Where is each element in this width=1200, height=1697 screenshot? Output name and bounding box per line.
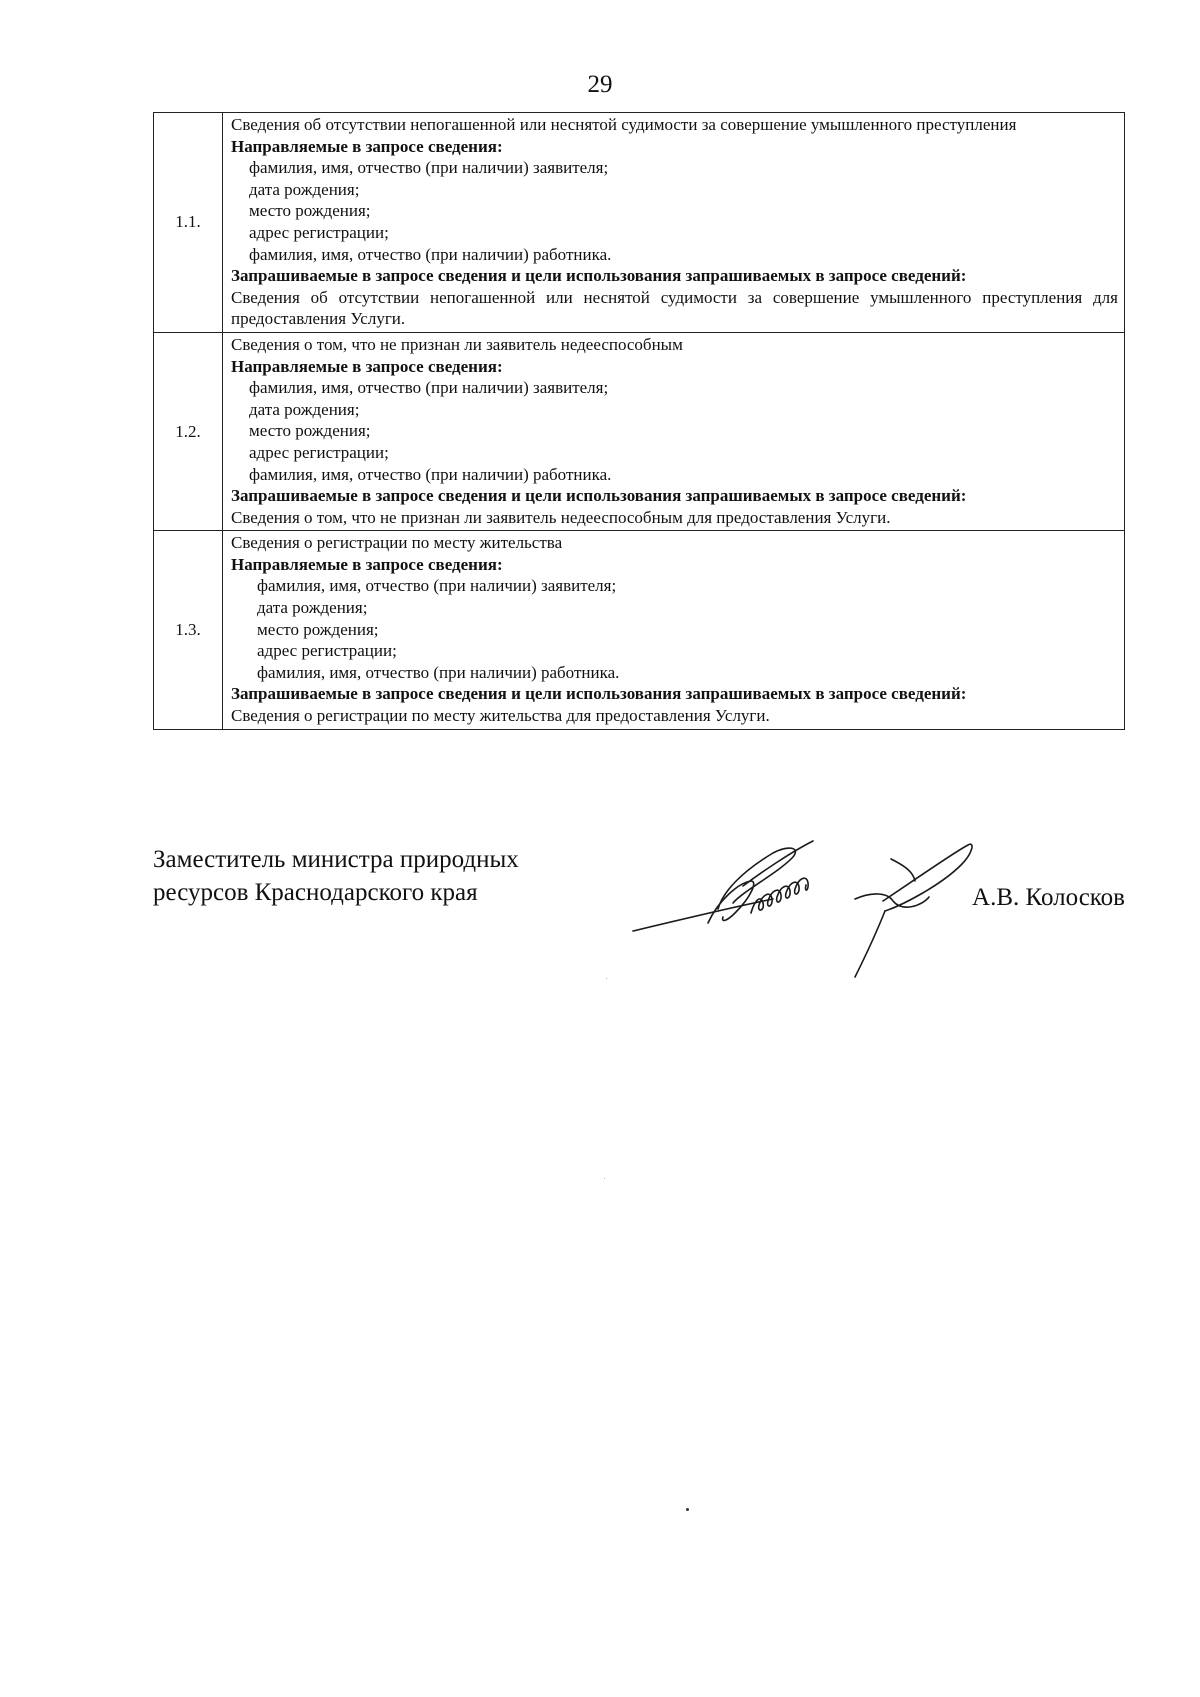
list-item: фамилия, имя, отчество (при наличии) заявителя; bbox=[249, 158, 609, 178]
list-item: дата рождения; bbox=[257, 598, 368, 618]
table-row bbox=[154, 531, 1125, 729]
signer-position-line2: ресурсов Краснодарского края bbox=[153, 879, 478, 906]
requests-table bbox=[153, 112, 1125, 730]
requested-heading: Запрашиваемые в запросе сведения и цели использования запрашиваемых в запросе сведений: bbox=[231, 684, 967, 704]
list-item: адрес регистрации; bbox=[257, 641, 397, 661]
list-item: фамилия, имя, отчество (при наличии) заявителя; bbox=[249, 378, 609, 398]
scan-speck bbox=[604, 1178, 605, 1179]
list-item: фамилия, имя, отчество (при наличии) заявителя; bbox=[257, 576, 617, 596]
signer-position bbox=[153, 843, 519, 909]
list-item: адрес регистрации; bbox=[249, 222, 389, 242]
page-number: 29 bbox=[587, 71, 613, 98]
scan-speck bbox=[606, 978, 607, 979]
table-row bbox=[154, 332, 1125, 530]
sent-heading: Направляемые в запросе сведения: bbox=[231, 554, 503, 574]
sent-heading: Направляемые в запросе сведения: bbox=[231, 136, 503, 156]
handwritten-signature bbox=[623, 831, 1003, 981]
list-item: фамилия, имя, отчество (при наличии) работника. bbox=[249, 244, 612, 264]
row-number: 1.3. bbox=[154, 531, 223, 729]
row-title: Сведения об отсутствии непогашенной или неснятой судимости за совершение умышленного преступления bbox=[231, 115, 1017, 134]
row-number: 1.1. bbox=[154, 113, 223, 333]
signer-name: А.В. Колосков bbox=[972, 884, 1125, 911]
requested-text: Сведения о том, что не признан ли заявитель недееспособным для предоставления Услуги. bbox=[231, 507, 891, 527]
list-item: фамилия, имя, отчество (при наличии) работника. bbox=[249, 464, 612, 484]
signer-position-line1: Заместитель министра природных bbox=[153, 846, 519, 873]
list-item: дата рождения; bbox=[249, 399, 360, 419]
row-title: Сведения о том, что не признан ли заявитель недееспособным bbox=[231, 334, 683, 354]
row-content bbox=[223, 113, 1125, 333]
list-item: место рождения; bbox=[257, 619, 379, 639]
requested-text: Сведения о регистрации по месту жительства для предоставления Услуги. bbox=[231, 706, 770, 726]
list-item: дата рождения; bbox=[249, 179, 360, 199]
list-item: место рождения; bbox=[249, 201, 371, 221]
list-item: фамилия, имя, отчество (при наличии) работника. bbox=[257, 662, 620, 682]
row-content bbox=[223, 531, 1125, 729]
scan-speck bbox=[686, 1508, 689, 1511]
requested-heading: Запрашиваемые в запросе сведения и цели использования запрашиваемых в запросе сведений: bbox=[231, 486, 967, 506]
row-content bbox=[223, 332, 1125, 530]
row-number: 1.2. bbox=[154, 332, 223, 530]
list-item: адрес регистрации; bbox=[249, 442, 389, 462]
list-item: место рождения; bbox=[249, 421, 371, 441]
requested-text: Сведения об отсутствии непогашенной или неснятой судимости за совершение умышленного преступления для предоставления Услуги. bbox=[231, 287, 1118, 329]
row-title: Сведения о регистрации по месту жительства bbox=[231, 533, 563, 553]
signature-block bbox=[153, 843, 1125, 973]
sent-heading: Направляемые в запросе сведения: bbox=[231, 356, 503, 376]
requested-heading: Запрашиваемые в запросе сведения и цели использования запрашиваемых в запросе сведений: bbox=[231, 266, 967, 286]
table-row bbox=[154, 113, 1125, 333]
